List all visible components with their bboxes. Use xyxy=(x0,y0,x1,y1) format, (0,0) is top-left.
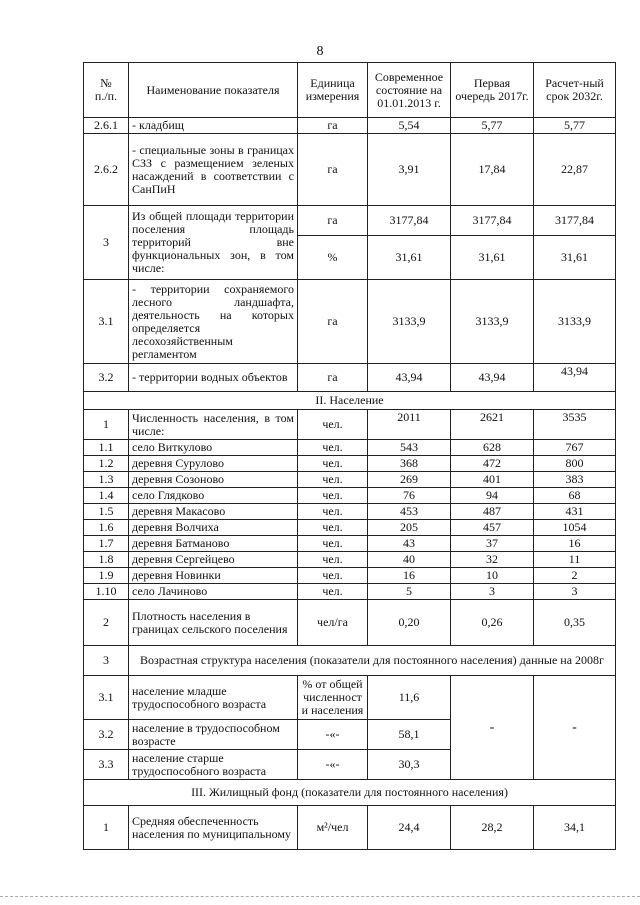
row-value: 30,3 xyxy=(368,750,451,780)
row-value: 43,94 xyxy=(451,364,534,392)
row-num: 1.7 xyxy=(84,536,129,552)
header-name: Наименование показателя xyxy=(129,63,298,118)
row-value: 11,6 xyxy=(368,676,451,720)
row-num: 3.3 xyxy=(84,750,129,780)
row-num: 3.2 xyxy=(84,364,129,392)
row-value: 3133,9 xyxy=(451,280,534,364)
row-value: 0,20 xyxy=(368,600,451,646)
header-current: Современное состояние на 01.01.2013 г. xyxy=(368,63,451,118)
row-name: село Глядково xyxy=(129,488,298,504)
age-structure-title: Возрастная структура населения (показатели для постоянного населения) данные на 2008г xyxy=(129,646,616,676)
row-name: население старше трудоспособного возраста xyxy=(129,750,298,780)
row-unit: га xyxy=(298,134,368,206)
table-row xyxy=(84,488,616,504)
section-title-housing: III. Жилищный фонд (показатели для постоянного населения) xyxy=(84,780,616,806)
row-num: 3.2 xyxy=(84,720,129,750)
row-value: 3133,9 xyxy=(534,280,616,364)
table-row xyxy=(84,134,616,206)
row-unit: % от общей численност и населения xyxy=(298,676,368,720)
row-value: 43,94 xyxy=(534,364,616,392)
merged-dash: - xyxy=(451,676,534,780)
row-unit: -«- xyxy=(298,750,368,780)
table-row xyxy=(84,584,616,600)
row-value: 3 xyxy=(451,584,534,600)
row-value: 487 xyxy=(451,504,534,520)
table-row xyxy=(84,472,616,488)
indicators-table xyxy=(83,62,616,850)
row-value: 76 xyxy=(368,488,451,504)
table-row xyxy=(84,520,616,536)
row-unit: чел. xyxy=(298,488,368,504)
row-value: 1054 xyxy=(534,520,616,536)
row-name: деревня Новинки xyxy=(129,568,298,584)
row-name: деревня Созоново xyxy=(129,472,298,488)
table-row xyxy=(84,552,616,568)
row-value: 457 xyxy=(451,520,534,536)
row-value: 0,35 xyxy=(534,600,616,646)
row-value: 383 xyxy=(534,472,616,488)
row-num: 3.1 xyxy=(84,280,129,364)
table-row xyxy=(84,118,616,134)
table-row xyxy=(84,206,616,236)
section-row xyxy=(84,392,616,410)
row-value: 40 xyxy=(368,552,451,568)
row-num: 1.5 xyxy=(84,504,129,520)
row-value: 3535 xyxy=(534,410,616,440)
row-unit: чел. xyxy=(298,504,368,520)
row-value: 17,84 xyxy=(451,134,534,206)
row-name: село Лачиново xyxy=(129,584,298,600)
table-row xyxy=(84,440,616,456)
row-value: 16 xyxy=(534,536,616,552)
row-unit: чел. xyxy=(298,552,368,568)
table-row xyxy=(84,280,616,364)
row-value: 269 xyxy=(368,472,451,488)
section-row xyxy=(84,780,616,806)
row-value: 800 xyxy=(534,456,616,472)
row-num: 2.6.1 xyxy=(84,118,129,134)
row-unit: га xyxy=(298,206,368,236)
row-unit: чел. xyxy=(298,536,368,552)
row-value: 0,26 xyxy=(451,600,534,646)
row-value: 472 xyxy=(451,456,534,472)
row-value: 31,61 xyxy=(534,236,616,280)
row-value: 10 xyxy=(451,568,534,584)
row-value: 3 xyxy=(534,584,616,600)
row-num: 1.6 xyxy=(84,520,129,536)
row-value: 68 xyxy=(534,488,616,504)
row-num: 3 xyxy=(84,646,129,676)
row-value: 431 xyxy=(534,504,616,520)
table-row xyxy=(84,456,616,472)
table-row xyxy=(84,364,616,392)
row-value: 34,1 xyxy=(534,806,616,850)
row-name: деревня Сурулово xyxy=(129,456,298,472)
row-value: 22,87 xyxy=(534,134,616,206)
table-row xyxy=(84,806,616,850)
row-name: - территории водных объектов xyxy=(129,364,298,392)
row-value: 28,2 xyxy=(451,806,534,850)
table-row xyxy=(84,676,616,720)
table-row xyxy=(84,536,616,552)
row-value: 205 xyxy=(368,520,451,536)
row-value: 31,61 xyxy=(451,236,534,280)
header-unit: Единица измерения xyxy=(298,63,368,118)
row-num: 3 xyxy=(84,206,129,280)
row-num: 2.6.2 xyxy=(84,134,129,206)
table-row xyxy=(84,504,616,520)
row-value: 2 xyxy=(534,568,616,584)
row-value: 32 xyxy=(451,552,534,568)
row-value: 543 xyxy=(368,440,451,456)
row-name: Плотность населения в границах сельского поселения xyxy=(129,600,298,646)
row-name: население в трудоспособном возрасте xyxy=(129,720,298,750)
table-row xyxy=(84,600,616,646)
header-calc: Расчет-ный срок 2032г. xyxy=(534,63,616,118)
row-value: 3177,84 xyxy=(451,206,534,236)
row-name: деревня Волчиха xyxy=(129,520,298,536)
row-num: 1.4 xyxy=(84,488,129,504)
village-rows xyxy=(84,440,616,600)
row-name: - специальные зоны в границах СЗЗ с размещением зеленых насаждений в соответствии с СанПиН xyxy=(129,134,298,206)
row-value: 58,1 xyxy=(368,720,451,750)
row-name: село Виткулово xyxy=(129,440,298,456)
row-value: 5,77 xyxy=(451,118,534,134)
row-value: 368 xyxy=(368,456,451,472)
row-name: - территории сохраняемого лесного ландшафта, деятельность на которых определяется лесохозяйственным регламентом xyxy=(129,280,298,364)
row-num: 1.2 xyxy=(84,456,129,472)
row-value: 453 xyxy=(368,504,451,520)
row-num: 1 xyxy=(84,410,129,440)
row-value: 3177,84 xyxy=(368,206,451,236)
header-num: № п./п. xyxy=(84,63,129,118)
table-row xyxy=(84,568,616,584)
row-unit: чел/га xyxy=(298,600,368,646)
row-name: деревня Сергейцево xyxy=(129,552,298,568)
row-value: 5,77 xyxy=(534,118,616,134)
row-value: 767 xyxy=(534,440,616,456)
row-unit: м²/чел xyxy=(298,806,368,850)
row-name: Средняя обеспеченность населения по муниципальному xyxy=(129,806,298,850)
row-num: 2 xyxy=(84,600,129,646)
row-unit: га xyxy=(298,364,368,392)
row-num: 1.1 xyxy=(84,440,129,456)
row-num: 1.3 xyxy=(84,472,129,488)
row-value: 11 xyxy=(534,552,616,568)
page-number: 8 xyxy=(316,44,324,59)
row-value: 37 xyxy=(451,536,534,552)
row-value: 628 xyxy=(451,440,534,456)
row-unit: га xyxy=(298,280,368,364)
row-value: 31,61 xyxy=(368,236,451,280)
row-unit: чел. xyxy=(298,456,368,472)
row-num: 1.9 xyxy=(84,568,129,584)
row-unit: чел. xyxy=(298,410,368,440)
row-num: 1 xyxy=(84,806,129,850)
table-row xyxy=(84,410,616,440)
row-value: 3177,84 xyxy=(534,206,616,236)
row-name: - кладбищ xyxy=(129,118,298,134)
row-name: деревня Батманово xyxy=(129,536,298,552)
scan-edge-line xyxy=(0,896,640,897)
row-name: Из общей площади территории поселения площадь территорий вне функциональных зон, в том числе: xyxy=(129,206,298,280)
row-value: 43 xyxy=(368,536,451,552)
row-value: 5 xyxy=(368,584,451,600)
row-value: 2621 xyxy=(451,410,534,440)
header-first: Первая очередь 2017г. xyxy=(451,63,534,118)
section-title-population: II. Население xyxy=(84,392,616,410)
row-unit: чел. xyxy=(298,584,368,600)
row-unit: чел. xyxy=(298,568,368,584)
row-unit: % xyxy=(298,236,368,280)
row-value: 94 xyxy=(451,488,534,504)
table-row xyxy=(84,646,616,676)
row-unit: га xyxy=(298,118,368,134)
row-value: 2011 xyxy=(368,410,451,440)
row-unit: -«- xyxy=(298,720,368,750)
row-value: 3,91 xyxy=(368,134,451,206)
table-header-row xyxy=(84,63,616,118)
row-num: 1.10 xyxy=(84,584,129,600)
row-value: 401 xyxy=(451,472,534,488)
row-value: 16 xyxy=(368,568,451,584)
row-num: 1.8 xyxy=(84,552,129,568)
row-name: деревня Макасово xyxy=(129,504,298,520)
row-name: население младше трудоспособного возраста xyxy=(129,676,298,720)
row-value: 24,4 xyxy=(368,806,451,850)
row-unit: чел. xyxy=(298,440,368,456)
row-value: 5,54 xyxy=(368,118,451,134)
row-name: Численность населения, в том числе: xyxy=(129,410,298,440)
row-value: 3133,9 xyxy=(368,280,451,364)
row-unit: чел. xyxy=(298,472,368,488)
row-value: 43,94 xyxy=(368,364,451,392)
merged-dash: - xyxy=(534,676,616,780)
row-num: 3.1 xyxy=(84,676,129,720)
row-unit: чел. xyxy=(298,520,368,536)
